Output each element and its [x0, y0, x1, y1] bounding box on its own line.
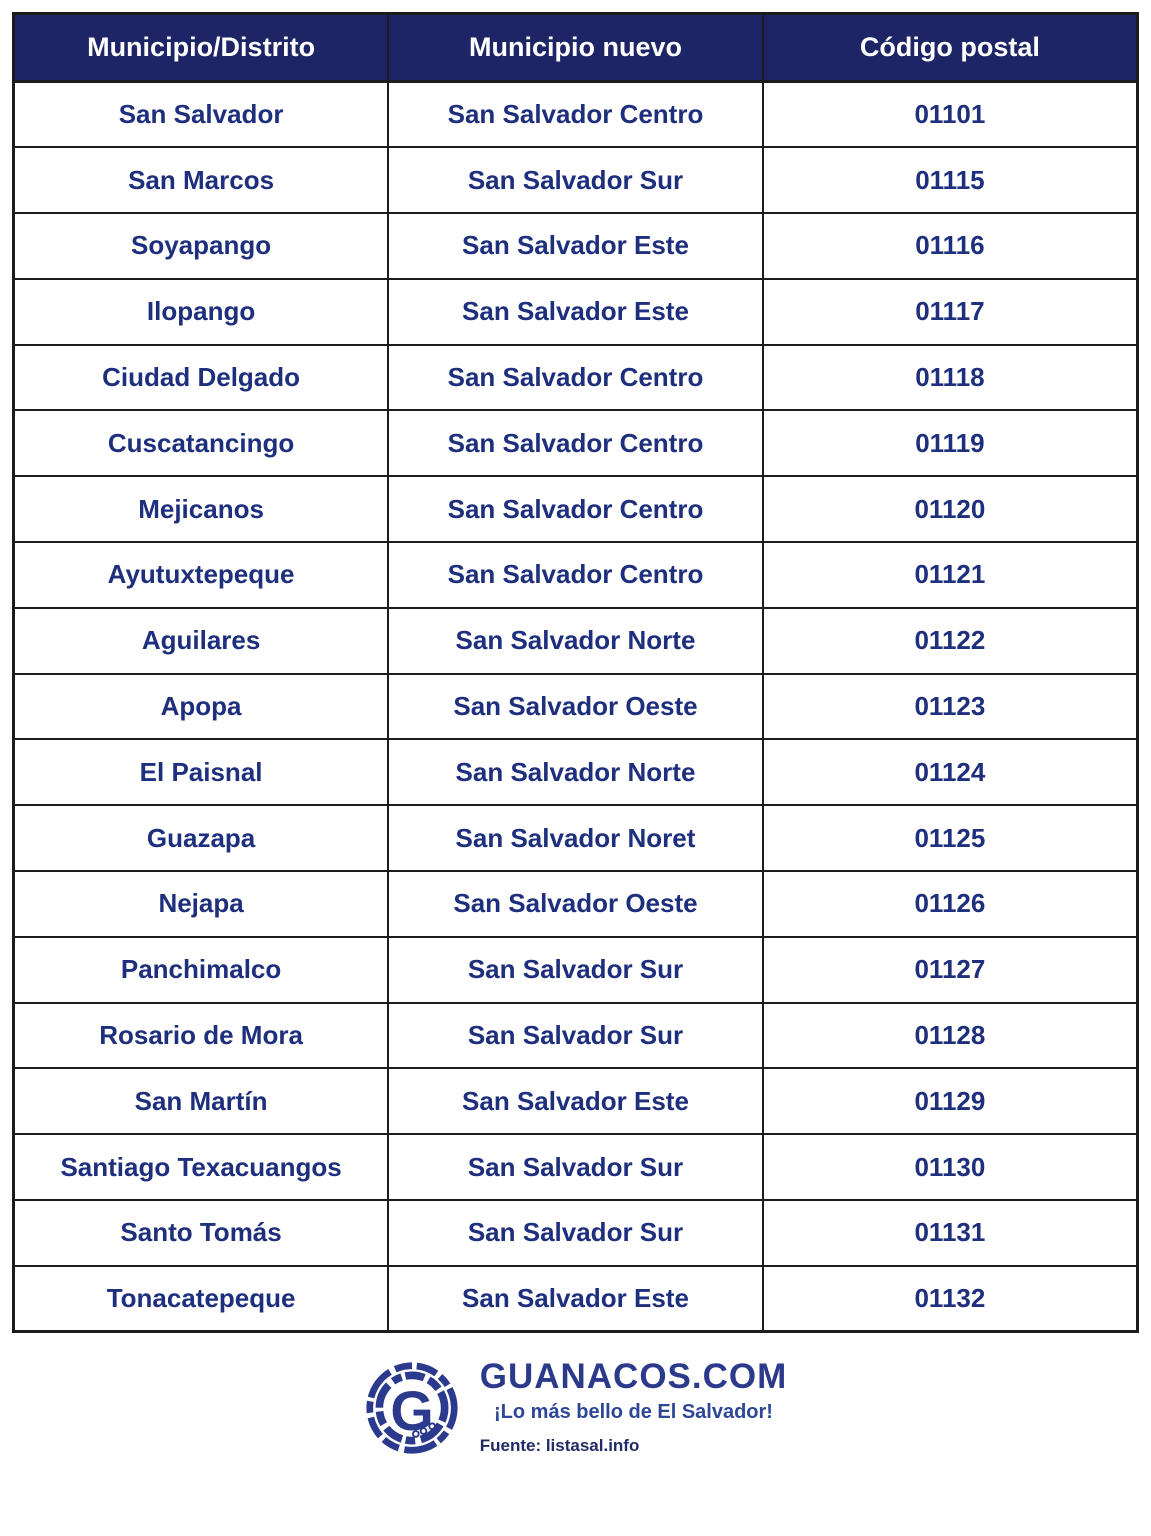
table-header — [14, 14, 1138, 82]
table-row — [14, 213, 1138, 279]
table-row — [14, 279, 1138, 345]
municipio-distrito-cell: Guazapa — [14, 805, 389, 871]
codigo-postal-cell: 01129 — [763, 1068, 1138, 1134]
municipio-nuevo-cell: San Salvador Sur — [388, 1200, 763, 1266]
codigo-postal-cell: 01117 — [763, 279, 1138, 345]
codigo-postal-cell: 01116 — [763, 213, 1138, 279]
codigo-postal-cell: 01120 — [763, 476, 1138, 542]
codigo-postal-cell: 01122 — [763, 608, 1138, 674]
municipio-distrito-cell: Santiago Texacuangos — [14, 1134, 389, 1200]
codigo-postal-cell: 01115 — [763, 147, 1138, 213]
municipio-nuevo-cell: San Salvador Oeste — [388, 674, 763, 740]
codigo-postal-cell: 01121 — [763, 542, 1138, 608]
svg-text:G: G — [390, 1379, 434, 1442]
brand-name: GUANACOS.COM — [479, 1357, 788, 1397]
table-body — [14, 82, 1138, 1332]
municipio-nuevo-cell: San Salvador Centro — [388, 476, 763, 542]
guanacos-logo-icon — [364, 1360, 460, 1456]
codigo-postal-cell: 01124 — [763, 739, 1138, 805]
municipio-nuevo-cell: San Salvador Sur — [388, 147, 763, 213]
municipio-nuevo-cell: San Salvador Sur — [388, 1134, 763, 1200]
municipio-nuevo-cell: San Salvador Oeste — [388, 871, 763, 937]
column-header-municipio-distrito: Municipio/Distrito — [14, 14, 389, 82]
table-row — [14, 1134, 1138, 1200]
municipio-nuevo-cell: San Salvador Este — [388, 1068, 763, 1134]
municipio-distrito-cell: San Martín — [14, 1068, 389, 1134]
source-credit: Fuente: listasal.info — [479, 1435, 640, 1455]
table-row — [14, 542, 1138, 608]
table-row — [14, 476, 1138, 542]
municipio-nuevo-cell: San Salvador Norte — [388, 739, 763, 805]
table-row — [14, 937, 1138, 1003]
codigo-postal-cell: 01101 — [763, 82, 1138, 148]
municipio-distrito-cell: Nejapa — [14, 871, 389, 937]
municipio-distrito-cell: Aguilares — [14, 608, 389, 674]
municipio-nuevo-cell: San Salvador Noret — [388, 805, 763, 871]
footer — [12, 1333, 1139, 1456]
table-row — [14, 871, 1138, 937]
municipio-distrito-cell: Soyapango — [14, 213, 389, 279]
table-row — [14, 410, 1138, 476]
codigo-postal-cell: 01119 — [763, 410, 1138, 476]
header-row — [14, 14, 1138, 82]
table-row — [14, 608, 1138, 674]
codigo-postal-cell: 01118 — [763, 345, 1138, 411]
municipio-nuevo-cell: San Salvador Sur — [388, 937, 763, 1003]
municipio-distrito-cell: Rosario de Mora — [14, 1003, 389, 1069]
codigo-postal-cell: 01123 — [763, 674, 1138, 740]
municipio-distrito-cell: Ayutuxtepeque — [14, 542, 389, 608]
brand-tagline: ¡Lo más bello de El Salvador! — [494, 1400, 773, 1423]
municipio-distrito-cell: El Paisnal — [14, 739, 389, 805]
municipio-distrito-cell: San Marcos — [14, 147, 389, 213]
municipio-nuevo-cell: San Salvador Sur — [388, 1003, 763, 1069]
column-header-codigo-postal: Código postal — [763, 14, 1138, 82]
municipio-nuevo-cell: San Salvador Este — [388, 1266, 763, 1332]
municipio-distrito-cell: San Salvador — [14, 82, 389, 148]
municipio-distrito-cell: Apopa — [14, 674, 389, 740]
table-row — [14, 739, 1138, 805]
municipio-nuevo-cell: San Salvador Centro — [388, 345, 763, 411]
table-row — [14, 82, 1138, 148]
municipio-nuevo-cell: San Salvador Centro — [388, 410, 763, 476]
table-row — [14, 147, 1138, 213]
municipio-nuevo-cell: San Salvador Este — [388, 213, 763, 279]
municipio-distrito-cell: Ilopango — [14, 279, 389, 345]
brand-block — [480, 1359, 788, 1456]
municipio-distrito-cell: Ciudad Delgado — [14, 345, 389, 411]
codigo-postal-cell: 01126 — [763, 871, 1138, 937]
municipio-nuevo-cell: San Salvador Este — [388, 279, 763, 345]
column-header-municipio-nuevo: Municipio nuevo — [388, 14, 763, 82]
table-row — [14, 1003, 1138, 1069]
table-row — [14, 1200, 1138, 1266]
municipio-distrito-cell: Cuscatancingo — [14, 410, 389, 476]
postal-codes-table — [12, 12, 1139, 1333]
codigo-postal-cell: 01128 — [763, 1003, 1138, 1069]
municipio-distrito-cell: Mejicanos — [14, 476, 389, 542]
codigo-postal-cell: 01125 — [763, 805, 1138, 871]
municipio-distrito-cell: Tonacatepeque — [14, 1266, 389, 1332]
table-row — [14, 1266, 1138, 1332]
municipio-nuevo-cell: San Salvador Centro — [388, 542, 763, 608]
table-row — [14, 805, 1138, 871]
municipio-nuevo-cell: San Salvador Norte — [388, 608, 763, 674]
municipio-distrito-cell: Santo Tomás — [14, 1200, 389, 1266]
codigo-postal-cell: 01127 — [763, 937, 1138, 1003]
codigo-postal-cell: 01130 — [763, 1134, 1138, 1200]
codigo-postal-cell: 01132 — [763, 1266, 1138, 1332]
table-row — [14, 345, 1138, 411]
municipio-distrito-cell: Panchimalco — [14, 937, 389, 1003]
table-row — [14, 1068, 1138, 1134]
municipio-nuevo-cell: San Salvador Centro — [388, 82, 763, 148]
codigo-postal-cell: 01131 — [763, 1200, 1138, 1266]
table-row — [14, 674, 1138, 740]
